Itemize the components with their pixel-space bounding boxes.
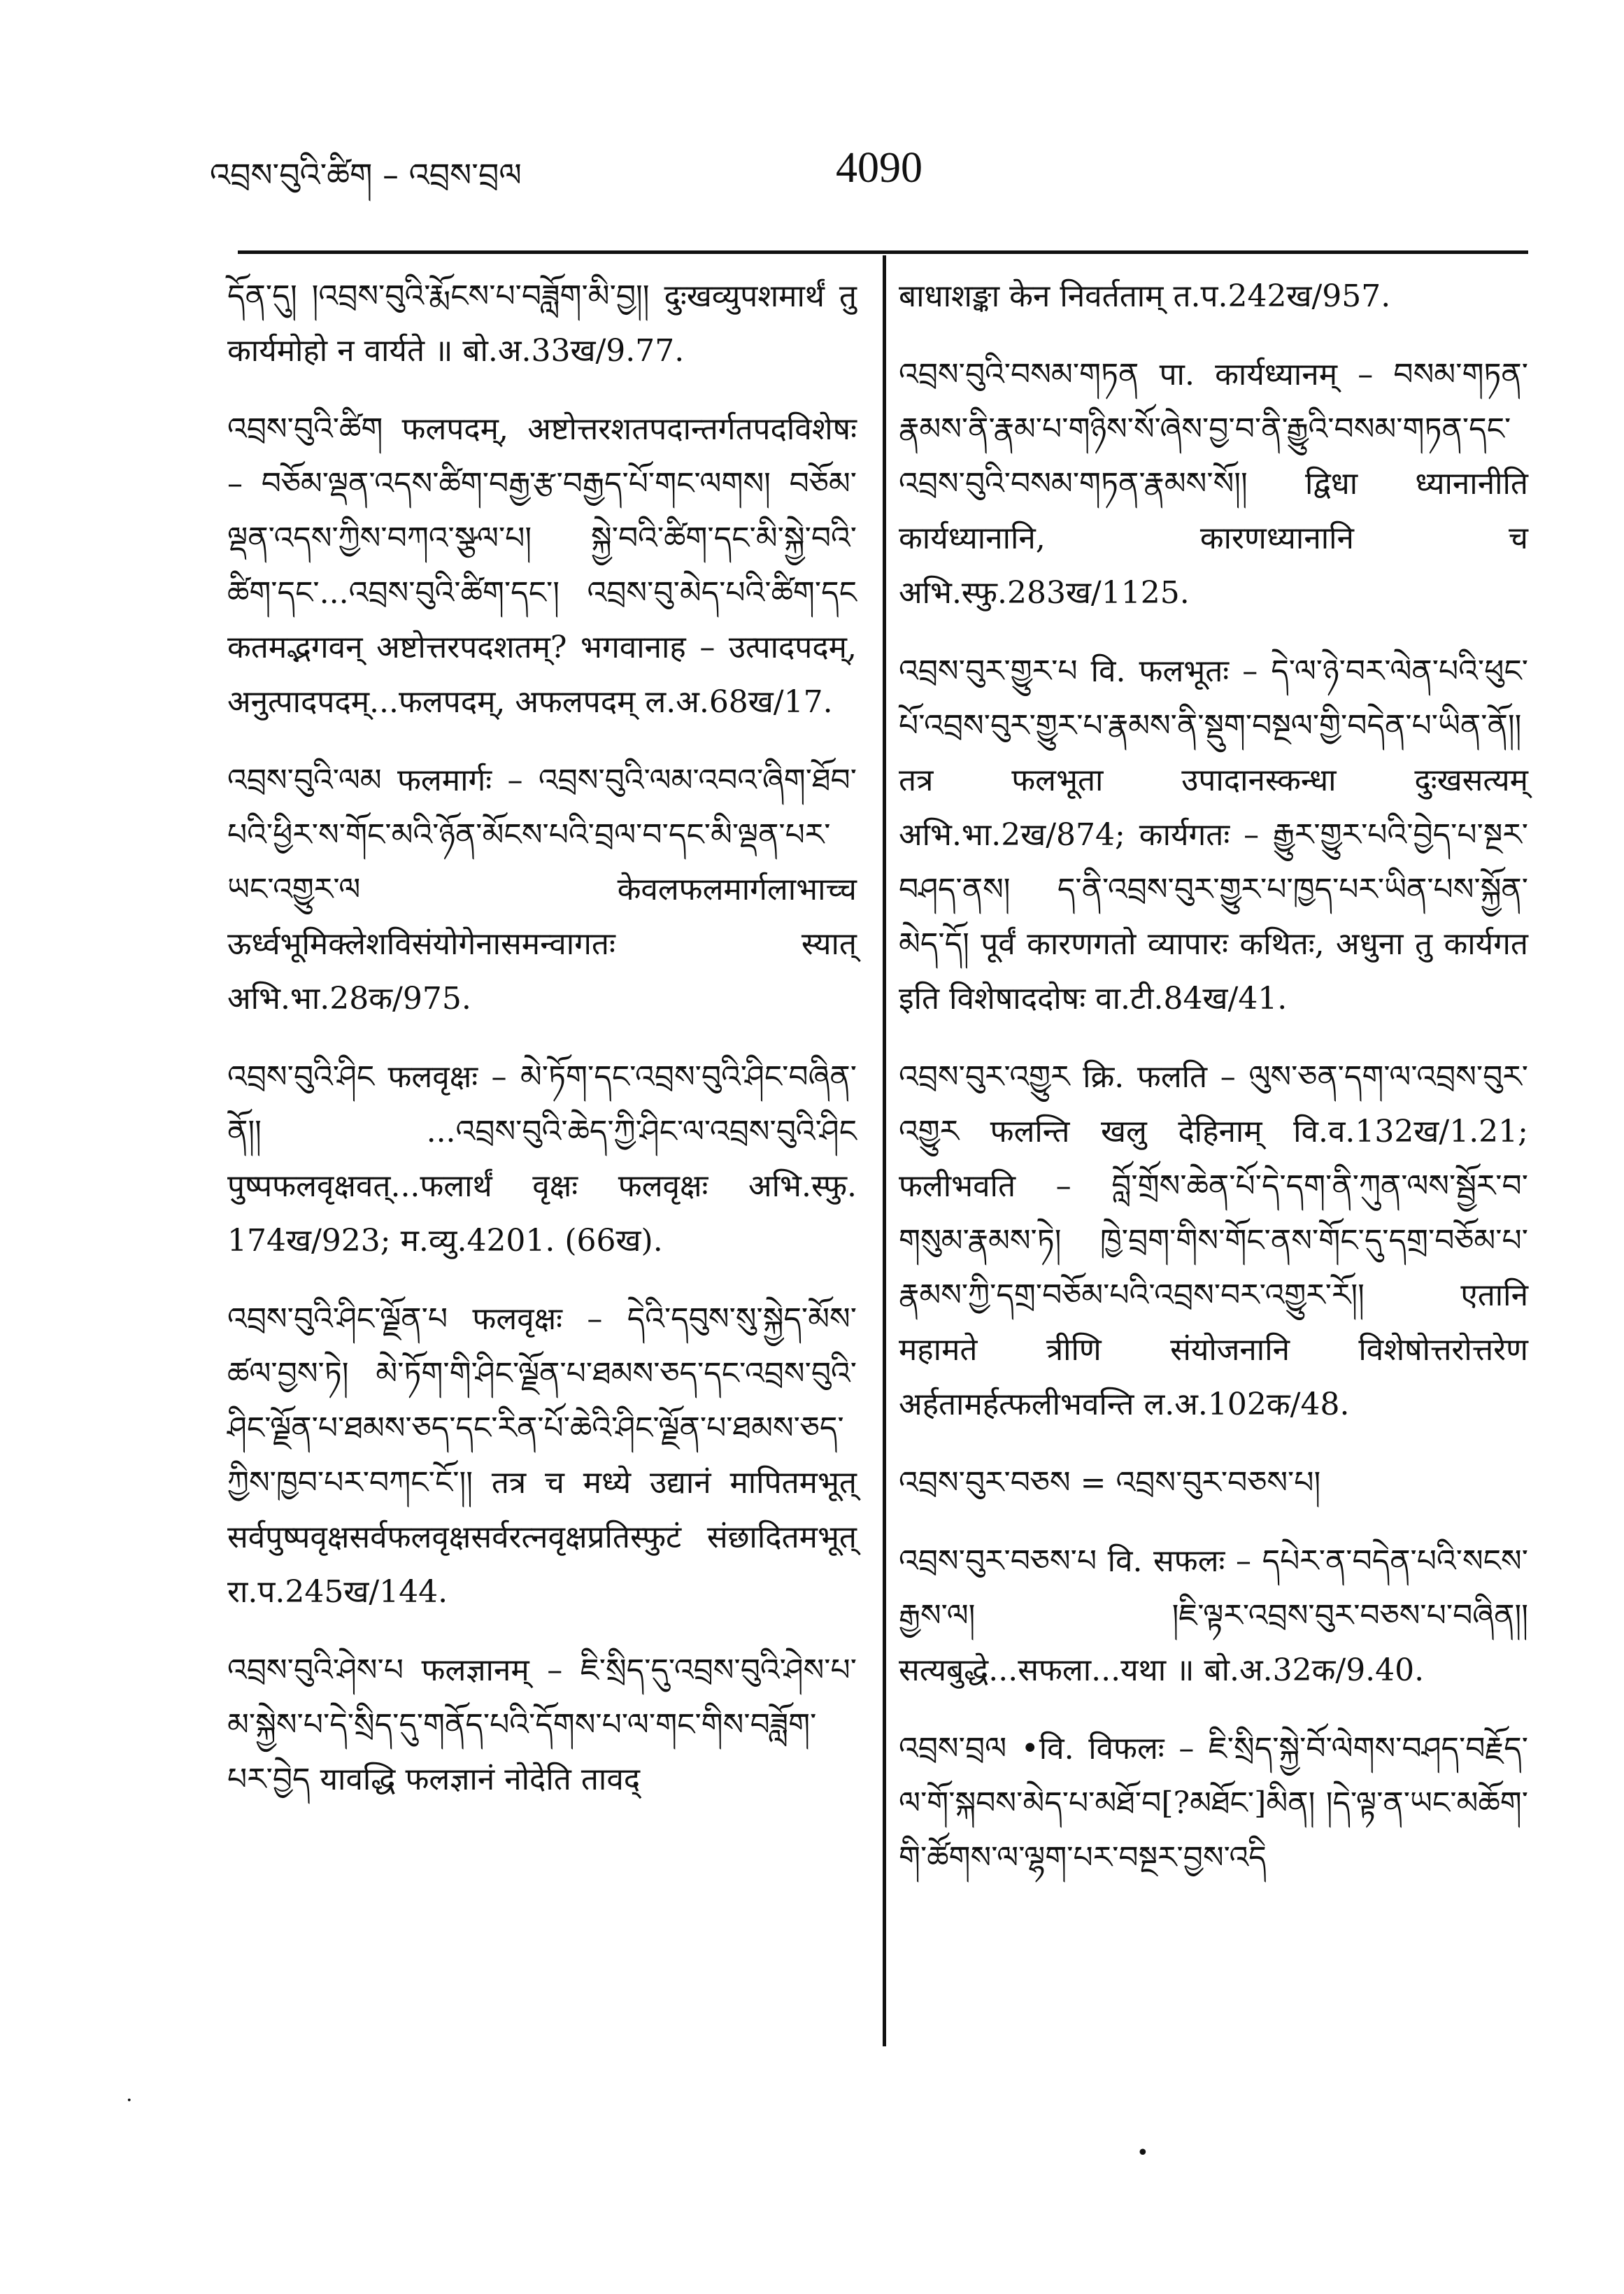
scan-speck: · [126,2088,133,2113]
dictionary-entry: འབྲས་བུའི་ལམ फलमार्गः – འབྲས་བུའི་ལམ་འབའ་ཞིག་ཐོབ་པའི་ཕྱིར་ས་གོང་མའི་ཉོན་མོངས་པའི་བྲལ་བ་དང་མི་ལྡན་པར་ཡང་འགྱུར་ལ केवलफलमार्गलाभाच्च ऊर्ध्वभूमिक्लेशविसंयोगेनासमन्वागतः स्यात् अभि.भा.28क/975. [227,763,857,1017]
dictionary-entry: འབྲས་བུར་གྱུར་པ वि. फलभूतः – དེ་ལ་ཉེ་བར་ལེན་པའི་ཕུང་པོ་འབྲས་བུར་གྱུར་པ་རྣམས་ནི་སྡུག་བསྔལ་གྱི་བདེན་པ་ཡིན་ནོ།། तत्र फलभूता उपादानस्कन्धा दुःखसत्यम् अभि.भा.2ख/874; कार्यगतः – རྒྱུར་གྱུར་པའི་བྱེད་པ་སྔར་བཤད་ནས། ད་ནི་འབྲས་བུར་གྱུར་པ་ཁྱད་པར་ཡིན་པས་སྐྱོན་མེད་དོ། पूर्वं कारणगतो व्यापारः कथितः, अधुना तु कार्यगत इति विशेषाददोषः वा.टी.84ख/41. [899,653,1528,1017]
dictionary-entry: འབྲས་བུའི་ཚིག फलपदम्, अष्टोत्तरशतपदान्तर्गतपदविशेषः – བཅོམ་ལྡན་འདས་ཚིག་བརྒྱ་རྩ་བརྒྱད་པོ་གང་ལགས། བཅོམ་ལྡན་འདས་ཀྱིས་བཀའ་སྩལ་པ། སྐྱེ་བའི་ཚིག་དང་མི་སྐྱེ་བའི་ཚིག་དང་...འབྲས་བུའི་ཚིག་དང་། འབྲས་བུ་མེད་པའི་ཚིག་དང कतमद्भगवन् अष्टोत्तरपदशतम्? भगवानाह – उत्पादपदम्, अनुत्पादपदम्...फलपदम्, अफलपदम् ल.अ.68ख/17. [227,411,857,720]
running-head: འབྲས་བུའི་ཚིག – འབྲས་བྲལ [210,156,522,194]
left-column [227,269,857,1831]
dictionary-entry: འབྲས་བུར་བཅས = འབྲས་བུར་བཅས་པ། [899,1465,1321,1501]
dictionary-entry: འབྲས་བྲལ •वि. विफलः – ཇི་སྲིད་སྐྱེ་བོ་ལེགས་བཤད་བརྗོད་ལ་གོ་སྐབས་མེད་པ་མཐོ་བ[?མཐོང་]མིན། །དེ་ལྟ་ན་ཡང་མཆོག་གི་ཚོགས་ལ་ལྷག་པར་བསྔར་བྱས་འདི [899,1731,1528,1876]
column-divider [883,255,886,2046]
dictionary-entry: འབྲས་བུའི་བསམ་གཏན पा. कार्यध्यानम् – བསམ་གཏན་རྣམས་ནི་རྣམ་པ་གཉིས་སོ་ཞེས་བྱ་བ་ནི་རྒྱུའི་བསམ་གཏན་དང་འབྲས་བུའི་བསམ་གཏན་རྣམས་སོ།། द्विधा ध्यानानीति कार्यध्यानानि, कारणध्यानानि च अभि.स्फु.283ख/1125. [899,357,1528,611]
dictionary-entry: འབྲས་བུར་བཅས་པ वि. सफलः – དཔེར་ན་བདེན་པའི་སངས་རྒྱས་ལ། །ཇི་ལྟར་འབྲས་བུར་བཅས་པ་བཞིན།། सत्यबुद्धे...सफला...यथा ॥ बो.अ.32क/9.40. [899,1543,1528,1688]
dictionary-entry: འབྲས་བུར་འགྱུར क्रि. फलति – ལུས་ཅན་དག་ལ་འབྲས་བུར་འགྱུར फलन्ति खलु देहिनाम् वि.व.132ख/1.21; फलीभवति – བློ་གྲོས་ཆེན་པོ་དེ་དག་ནི་ཀུན་ལས་སྦྱོར་བ་གསུམ་རྣམས་ཏེ། ཁྱེ་བྲག་གིས་གོང་ནས་གོང་དུ་དགྲ་བཅོམ་པ་རྣམས་ཀྱི་དགྲ་བཅོམ་པའི་འབྲས་བར་འགྱུར་རོ།། एतानि महामते त्रीणि संयोजनानि विशेषोत्तरोत्तरेण अर्हतामर्हत्फलीभवन्ति ल.अ.102क/48. [899,1059,1528,1422]
dictionary-entry: དོན་དུ། །འབྲས་བུའི་རྨོངས་པ་བཟློག་མི་བྱ།། दुःखव्युपशमार्थं तु कार्यमोहो न वार्यते ॥ बो.अ.33ख/9.77. [227,278,857,369]
scan-speck: • [1137,2141,1149,2165]
header-rule [238,250,1528,254]
page-number: 4090 [836,144,923,192]
dictionary-entry: འབྲས་བུའི་ཤིང་ལྗོན་པ फलवृक्षः – དེའི་དབུས་སུ་སྐྱེད་མོས་ཚལ་བྱས་ཏེ། མེ་ཏོག་གི་ཤིང་ལྗོན་པ་ཐམས་ཅད་དང་འབྲས་བུའི་ཤིང་ལྗོན་པ་ཐམས་ཅད་དང་རིན་པོ་ཆེའི་ཤིང་ལྗོན་པ་ཐམས་ཅད་ཀྱིས་ཁྱབ་པར་བཀང་ངོ་།། तत्र च मध्ये उद्यानं मापितमभूत् सर्वपुष्पवृक्षसर्वफलवृक्षसर्वरत्नवृक्षप्रतिस्फुटं संछादितमभूत् रा.प.245ख/144. [227,1301,857,1610]
dictionary-entry: बाधाशङ्का केन निवर्तताम् त.प.242ख/957. [899,278,1391,314]
dictionary-entry: འབྲས་བུའི་ཤིང फलवृक्षः – མེ་ཏོག་དང་འབྲས་བུའི་ཤིང་བཞིན་ནོ།། ...འབྲས་བུའི་ཆེད་ཀྱི་ཤིང་ལ་འབྲས་བུའི་ཤིང पुष्पफलवृक्षवत्...फलार्थं वृक्षः फलवृक्षः अभि.स्फु. 174ख/923; म.व्यु.4201. (66ख). [227,1059,857,1259]
dictionary-entry: འབྲས་བུའི་ཤེས་པ फलज्ञानम् – ཇི་སྲིད་དུ་འབྲས་བུའི་ཤེས་པ་མ་སྐྱེས་པ་དེ་སྲིད་དུ་གནོད་པའི་དོགས་པ་ལ་གང་གིས་བཟློག་པར་བྱེད यावद्धि फलज्ञानं नोदेति तावद् [227,1652,857,1797]
right-column [899,269,1528,1909]
